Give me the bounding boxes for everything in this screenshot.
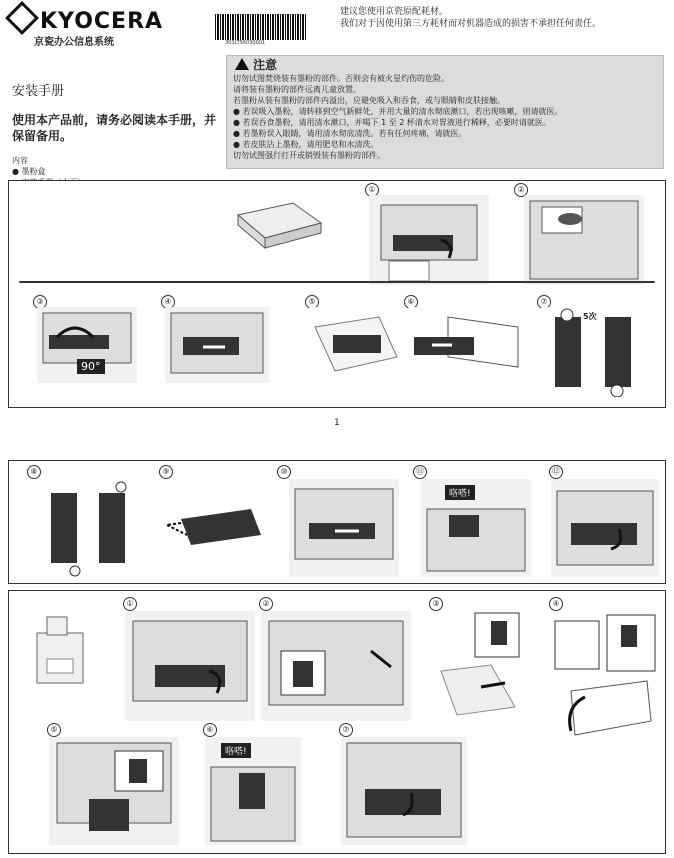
- caution-line: 请将装有墨粉的部件远离儿童放置。: [233, 85, 361, 94]
- times-label: 5次: [583, 312, 597, 321]
- step-number: ⑥: [203, 723, 217, 737]
- step-illustration: [524, 195, 644, 285]
- click-label: 咯嗒!: [221, 743, 251, 758]
- step-illustration: [421, 479, 531, 577]
- step-illustration: [205, 737, 301, 845]
- caution-line: 切勿试图强行打开或销毁装有墨粉的部件。: [233, 151, 385, 160]
- waste-box-steps-panel: [8, 590, 666, 854]
- step-illustration: [29, 479, 139, 577]
- caution-line: 若墨粉从装有墨粉的部件内溢出，应避免吸入和吞食，或与眼睛和皮肤接触。: [233, 96, 505, 105]
- step-illustration: [541, 307, 651, 397]
- step-illustration: [165, 307, 269, 383]
- caution-line: ● 若误吸入墨粉，请转移到空气新鲜处，并用大量的清水彻底漱口，若出现咳嗽，则请就医。: [233, 107, 563, 116]
- toner-steps-panel: [8, 180, 666, 408]
- toner-steps-panel-2: [8, 460, 666, 584]
- click-label: 咯嗒!: [445, 485, 475, 500]
- inner-divider: [19, 281, 655, 283]
- caution-heading: 注意: [235, 58, 277, 71]
- step-number: ③: [429, 597, 443, 611]
- genuine-supplies-note: 建议您使用京瓷原配耗材。 我们对于因使用第三方耗材而对机器造成的损害不承担任何责任。: [340, 7, 602, 29]
- step-number: ①: [123, 597, 137, 611]
- step-number: ②: [259, 597, 273, 611]
- step-illustration: [261, 611, 411, 721]
- step-illustration: [369, 195, 489, 285]
- step-illustration: [341, 737, 467, 845]
- barcode: [215, 14, 307, 40]
- step-number: ⑪: [413, 465, 427, 479]
- warning-icon: [235, 58, 249, 70]
- caution-line: ● 若皮肤沾上墨粉，请用肥皂和水清洗。: [233, 140, 379, 149]
- page-title: 安装手册: [12, 84, 65, 99]
- step-illustration: [431, 611, 541, 721]
- step-number: ④: [549, 597, 563, 611]
- step-number: ①: [365, 183, 379, 197]
- step-number: ④: [161, 295, 175, 309]
- step-illustration: [289, 479, 399, 577]
- step-illustration: [161, 479, 271, 577]
- caution-line: ● 若误吞食墨粉，请用清水漱口，并喝下 1 至 2 杯清水对胃液进行稀释，必要时请就医。: [233, 118, 551, 127]
- step-illustration: [125, 611, 255, 721]
- step-number: ⑥: [404, 295, 418, 309]
- step-illustration: [551, 611, 661, 751]
- step-illustration: [37, 307, 137, 383]
- angle-label: 90°: [77, 359, 105, 374]
- barcode-number: 303LT56030001: [225, 40, 266, 46]
- contents-heading: 内容: [12, 156, 28, 165]
- step-number: ③: [33, 295, 47, 309]
- step-number: ⑨: [159, 465, 173, 479]
- step-number: ⑤: [305, 295, 319, 309]
- waste-toner-box-illustration: [21, 603, 101, 693]
- step-number: ⑧: [27, 465, 41, 479]
- brand-subtitle: 京瓷办公信息系统: [34, 37, 114, 48]
- caution-box: [226, 55, 664, 169]
- step-illustration: [309, 307, 403, 383]
- step-number: ⑤: [47, 723, 61, 737]
- step-number: ⑫: [549, 465, 563, 479]
- toner-cartridge-illustration: [233, 193, 323, 253]
- caution-line: 切勿试图焚烧装有墨粉的部件。否则会有被火星灼伤的危险。: [233, 74, 449, 83]
- caution-line: ● 若墨粉误入眼睛，请用清水彻底清洗。若有任何疼痛，请就医。: [233, 129, 467, 138]
- list-item: ● 墨粉盒: [12, 167, 46, 176]
- step-illustration: [551, 479, 659, 577]
- kyocera-logo-icon: [5, 1, 39, 35]
- step-number: ⑦: [537, 295, 551, 309]
- step-illustration: [49, 737, 179, 845]
- lead-text: 使用本产品前，请务必阅读本手册，并保留备用。: [12, 113, 217, 143]
- brand-logo: KYOCERA: [10, 6, 163, 34]
- step-illustration: [408, 307, 528, 383]
- step-number: ⑩: [277, 465, 291, 479]
- page-number: 1: [334, 418, 340, 428]
- step-number: ②: [514, 183, 528, 197]
- step-number: ⑦: [339, 723, 353, 737]
